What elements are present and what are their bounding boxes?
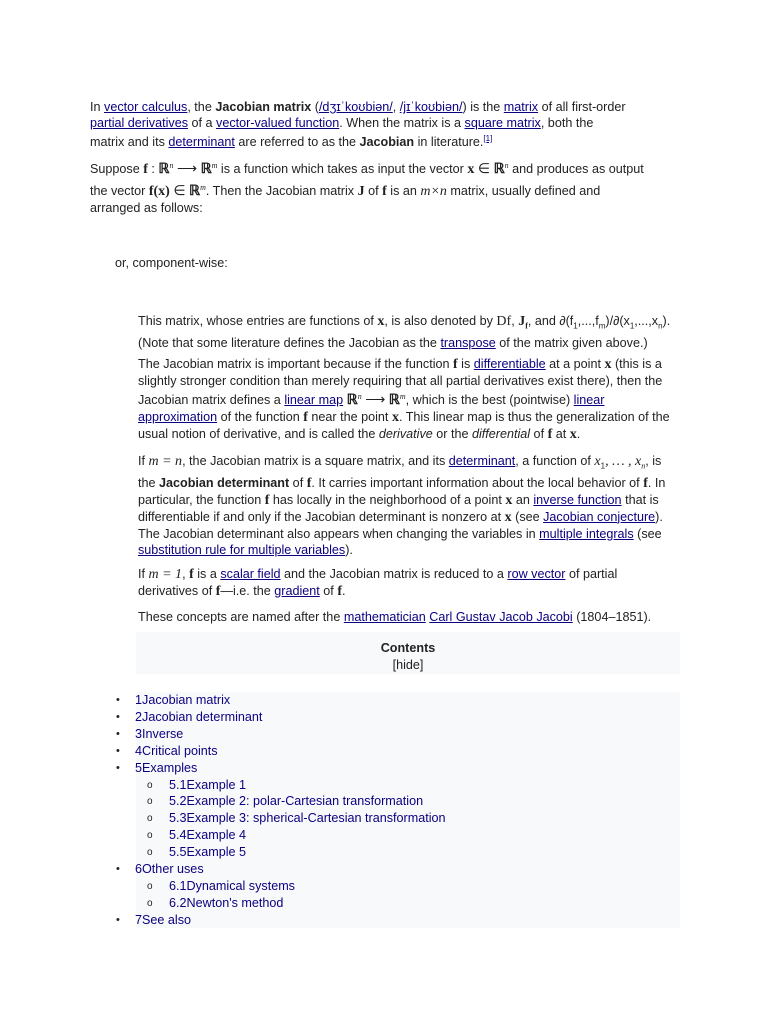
link-mathematician[interactable]: mathematician: [343, 610, 426, 624]
notation-paragraph: This matrix, whose entries are functions of x, is also denoted by Df, $J_f$, and $\partial(f_1,...,f_m)/\partial(x_1,...,x_n)$. (Note that some literature defines the Jacobian as the transpose of the matrix given above.): [138, 314, 671, 350]
toc-item-number: 5.3: [169, 811, 187, 826]
determinant-paragraph: If m = n, the Jacobian matrix is a square matrix, and its determinant, a function of $x_1$, … , $x_n$, is the Jacobian determinant of f. It carries important information about the local behavior of f. In particular, the function f has locally in the neighborhood of a point x an inverse function that is differentiable if and only if the Jacobian determinant is nonzero at x (see Jacobian conjecture). The Jacobian determinant also appears when changing the variables in multiple integrals (see substitution rule for multiple variables).: [138, 454, 666, 557]
link-square-matrix[interactable]: square matrix: [464, 115, 541, 130]
scalar-field-paragraph: If m = 1, f is a scalar field and the Jacobian matrix is reduced to a row vector of partial derivatives of f—i.e. the gradient of f.: [138, 567, 618, 599]
link-ipa-2[interactable]: /jɪˈkoʊbiən/: [399, 100, 463, 114]
toc-item-label[interactable]: Example 2: polar-Cartesian transformation: [186, 794, 424, 809]
link-inverse-function[interactable]: inverse function: [533, 492, 622, 507]
toc-item-number: 5.1: [169, 777, 187, 792]
link-substitution-rule[interactable]: substitution rule for multiple variables: [138, 542, 346, 557]
bullet-icon: •: [116, 710, 120, 723]
toc-hide-toggle[interactable]: [hide]: [392, 658, 424, 672]
toc-item-label[interactable]: Example 5: [186, 845, 247, 860]
toc-item-number: 6: [135, 862, 143, 876]
link-determinant[interactable]: determinant: [168, 135, 235, 150]
toc-item-number: 2: [135, 709, 143, 724]
link-linear-map[interactable]: linear map: [284, 393, 344, 408]
toc-item-label[interactable]: See also: [142, 912, 192, 927]
link-vector-calculus[interactable]: vector calculus: [104, 100, 188, 114]
toc-item-number: 4: [135, 743, 143, 758]
reference-link[interactable]: [1]: [483, 134, 493, 143]
toc-item-number: 6.1: [169, 878, 187, 893]
toc-title: Contents: [380, 641, 436, 655]
bullet-icon: •: [116, 863, 120, 875]
sub-bullet-icon: o: [147, 880, 153, 892]
link-differentiable[interactable]: differentiable: [473, 357, 546, 371]
link-linear-approximation[interactable]: linear approximation: [138, 393, 605, 425]
bullet-icon: •: [116, 761, 120, 774]
toc-item-label[interactable]: Jacobian determinant: [142, 709, 263, 724]
link-gradient[interactable]: gradient: [274, 584, 320, 598]
toc-item-label[interactable]: Example 4: [186, 828, 247, 843]
toc-item-label[interactable]: Inverse: [142, 726, 184, 741]
naming-paragraph: These concepts are named after the mathematician Carl Gustav Jacob Jacobi (1804–1851).: [138, 610, 652, 624]
link-multiple-integrals[interactable]: multiple integrals: [539, 526, 634, 541]
intro-paragraph: In vector calculus, the Jacobian matrix (/dʒɪˈkoʊbiən/, /jɪˈkoʊbiən/) is the matrix of all first-order partial derivatives of a vector-valued function. When the matrix is a square matrix, both the matrix and its determinant are referred to as the Jacobian in literature.[1]: [90, 100, 626, 150]
link-partial-derivatives[interactable]: partial derivatives: [90, 115, 188, 130]
toc-item-label[interactable]: Other uses: [142, 862, 204, 876]
sub-bullet-icon: o: [147, 830, 153, 842]
link-transpose[interactable]: transpose: [440, 335, 496, 350]
bullet-icon: •: [116, 744, 120, 757]
importance-paragraph: The Jacobian matrix is important because if the function f is differentiable at a point x (this is a slightly stronger condition than merely requiring that all partial derivatives exist there), then the Jacobian matrix defines a linear map ℝ$^n$ ⟶ ℝ$^m$, which is the best (pointwise) linear approximation of the function f near the point x. This linear map is thus the generalization of the usual notion of derivative, and is called the derivative or the differential of f at x.: [138, 357, 670, 443]
sub-bullet-icon: o: [147, 796, 153, 808]
bullet-icon: •: [116, 727, 120, 740]
toc-item-number: 7: [135, 912, 143, 927]
term-jacobian-matrix: Jacobian matrix: [215, 100, 312, 114]
term-jacobian-determinant: Jacobian determinant: [159, 475, 290, 490]
toc-item-label[interactable]: Example 1: [186, 777, 247, 792]
toc-item-number: 6.2: [169, 895, 187, 910]
link-ipa-1[interactable]: /dʒɪˈkoʊbiən/: [318, 100, 393, 114]
sub-bullet-icon: o: [147, 813, 153, 825]
link-scalar-field[interactable]: scalar field: [220, 567, 281, 581]
link-jacobian-conjecture[interactable]: Jacobian conjecture: [543, 509, 656, 524]
toc-header: [136, 632, 680, 674]
toc-item-label[interactable]: Examples: [142, 760, 198, 775]
link-vector-valued-function[interactable]: vector-valued function: [216, 115, 340, 130]
toc-item-number: 1: [135, 693, 143, 707]
definition-paragraph: Suppose f : ℝ$^n$ ⟶ ℝ$^m$ is a function which takes as input the vector x ∈ ℝ$^n$ and produces as output the vector f(x) ∈ ℝ$^m$. Then the Jacobian matrix J of f is an m×n matrix, usually defined and arranged as follows:: [90, 161, 644, 216]
toc-item-number: 5: [135, 760, 143, 775]
sub-bullet-icon: o: [147, 897, 153, 909]
term-jacobian: Jacobian: [359, 135, 415, 150]
link-row-vector[interactable]: row vector: [507, 567, 566, 581]
toc-item-label[interactable]: Jacobian matrix: [142, 693, 231, 707]
component-wise-text: or, component-wise:: [115, 256, 228, 270]
toc-item-number: 5.4: [169, 828, 187, 843]
sub-bullet-icon: o: [147, 779, 153, 791]
toc-item-label[interactable]: Dynamical systems: [186, 878, 295, 893]
toc-item-label[interactable]: Newton's method: [186, 895, 284, 910]
link-carl-gustav-jacob-jacobi[interactable]: Carl Gustav Jacob Jacobi: [429, 610, 573, 624]
link-matrix[interactable]: matrix: [503, 100, 539, 114]
bullet-icon: •: [116, 694, 120, 706]
toc-item-label[interactable]: Critical points: [142, 743, 218, 758]
toc-item-number: 5.5: [169, 845, 187, 860]
toc-item-label[interactable]: Example 3: spherical-Cartesian transformation: [186, 811, 446, 826]
toc-item-number: 3: [135, 726, 143, 741]
sub-bullet-icon: o: [147, 847, 153, 859]
bullet-icon: •: [116, 913, 120, 926]
toc-item-number: 5.2: [169, 794, 187, 809]
link-determinant-2[interactable]: determinant: [448, 454, 516, 468]
